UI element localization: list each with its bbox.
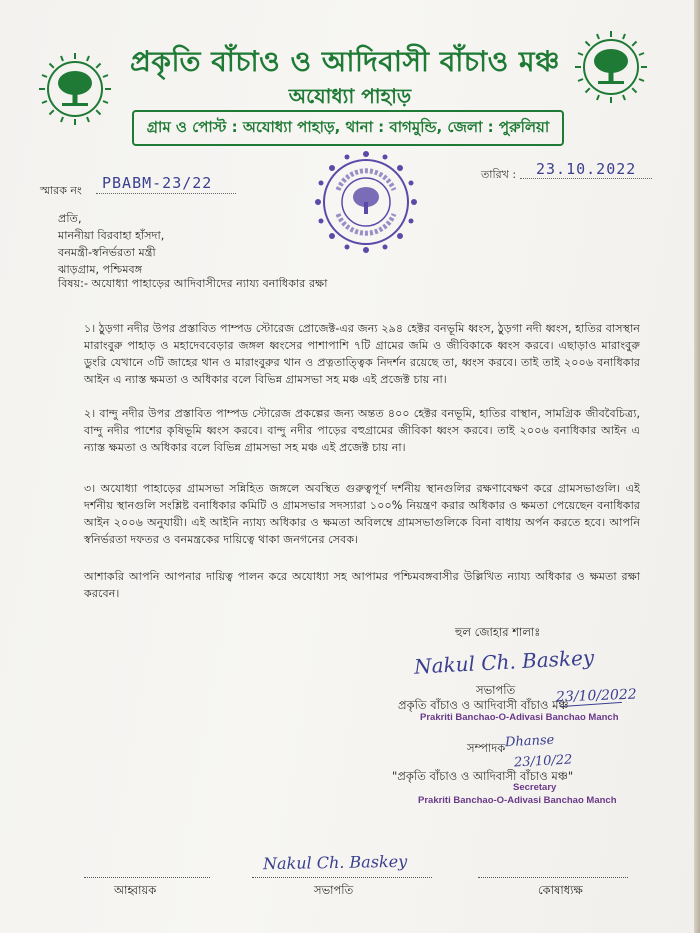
president-org-bengali: প্রকৃতি বাঁচাও ও আদিবাসী বাঁচাও মঞ্চ bbox=[398, 698, 569, 712]
footer-president-signature: Nakul Ch. Baskey bbox=[262, 851, 408, 874]
tree-logo-icon bbox=[38, 52, 112, 126]
secretary-org-english: Prakriti Banchao-O-Adivasi Banchao Manch bbox=[418, 795, 617, 806]
greeting: হুল জোহার শালাঃ bbox=[455, 625, 541, 639]
date-value: 23.10.2022 bbox=[536, 160, 637, 178]
president-org-english: Prakriti Banchao-O-Adivasi Banchao Manch bbox=[420, 712, 619, 723]
subject-line: বিষয়:- অযোধ্যা পাহাড়ের আদিবাসীদের ন্যায্য বনাধিকার রক্ষা bbox=[58, 277, 328, 290]
paragraph-2: ২। বান্দু নদীর উপর প্রস্তাবিত পাম্পড স্টোরেজ প্রকল্পের জন্য অন্তত ৪০০ হেক্টর বনভূমি, হাতির বাস্থান, সামগ্রিক জীববৈচিত্র্য, বান্দু নদীর পাশের কৃষিভূমি ধ্বংস করবে। বান্দু নদীর পাড়ের বহুগ্রামের জীবিকা ধ্বংস করবে। তাই ২০০৬ বনাধিকার আইন এ ন্যাস্ত ক্ষমতা ও অধিকার বলে বিভিন্ন গ্রামসভা সহ মঞ্চ এই প্রজেক্ট চায় না। bbox=[84, 407, 640, 454]
secretary-signature: Dhanse bbox=[504, 732, 555, 751]
treasurer-sign-line bbox=[478, 877, 628, 878]
closing-paragraph: আশাকরি আপনি আপনার দায়িত্ব পালন করে অযোধ্যা সহ আপামর পশ্চিমবঙ্গবাসীর উল্লিখিত ন্যায্য অধিকার ও ক্ষমতা রক্ষা করবেন। bbox=[84, 570, 640, 600]
secretary-role-english: Secretary bbox=[513, 782, 557, 793]
letterhead-subtitle: অযোধ্যা পাহাড় bbox=[288, 84, 412, 108]
secretary-sign-date: 23/10/22 bbox=[513, 752, 573, 771]
ref-number: PBABM-23/22 bbox=[102, 174, 213, 192]
president-signature: Nakul Ch. Baskey bbox=[413, 645, 595, 679]
date-label: তারিখ : bbox=[481, 168, 517, 181]
addressee-name: মাননীয়া বিরবাহা হাঁসদা, bbox=[58, 229, 165, 242]
president-role: সভাপতি bbox=[476, 683, 516, 697]
addressee-place: ঝাড়গ্রাম, পশ্চিমবঙ্গ bbox=[58, 263, 143, 276]
footer-president-label: সভাপতি bbox=[314, 883, 354, 897]
paragraph-1: ১। ঠুড়গা নদীর উপর প্রস্তাবিত পাম্পড স্টোরেজ প্রোজেক্ট-এর জন্য ২৯৪ হেক্টর বনভূমি ধ্বংস, ঠুড়গা নদী ধ্বংস, হাতির বাসস্থান মারাংবুরু পাহাড় ও মহাদেববেড়ার জঙ্গল ধ্বংসের পাশাপাশি ৭টি গ্রামের জমি ও জীবিকাকে ধ্বংস করবে। এছাড়াও মারাংবুরু ডুংরি যেখানে ৩টি জাহের থান ও মারাংবুরুর থান ও প্রত্নতাত্ত্বিক নিদর্শন রয়েছে তা, ধ্বংস করবে। তাই তাই ২০০৬ বনাধিকার আইন এ ন্যাস্ত ক্ষমতা ও অধিকার বলে বিভিন্ন গ্রামসভা সহ মঞ্চ এই প্রজেক্ট চায় না। bbox=[84, 322, 640, 386]
president-sign-line bbox=[252, 877, 432, 878]
letterhead-title: প্রকৃতি বাঁচাও ও আদিবাসী বাঁচাও মঞ্চ bbox=[129, 45, 561, 78]
ref-dotted-line bbox=[96, 193, 236, 194]
ref-label: স্মারক নং bbox=[40, 184, 82, 197]
addressee-block bbox=[58, 210, 358, 278]
addressee-line: প্রতি, bbox=[58, 212, 82, 225]
president-sign-date: 23/10/2022 bbox=[555, 686, 637, 706]
convener-label: আহ্বায়ক bbox=[114, 883, 157, 897]
secretary-role: সম্পাদক bbox=[467, 741, 506, 755]
paragraph-3: ৩। অযোধ্যা পাহাড়ের গ্রামসভা সন্নিহিত জঙ্গলে অবস্থিত গুরুত্বপূর্ণ দর্শনীয় স্থানগুলির রক্ষণাবেক্ষণ করে গ্রামসভাগুলি। এই দর্শনীয় স্থানগুলি সংশ্লিষ্ট বনাধিকার কমিটি ও গ্রামসভার সদস্যারা ১০০% নিয়ন্ত্রণ করার অধিকার ও ক্ষমতা পেয়েছেন বনাধিকার আইন ২০০৬ অনুযায়ী। এই আইনি ন্যায্য অধিকার ও ক্ষমতা অবিলম্বে গ্রামসভাগুলিকে বিনা বাধায় অর্পন করতে হবে। আপনি স্বনির্ভরতা দফতর ও বনমন্ত্রকের দায়িত্বে থাকা জনগনের সেবক। bbox=[84, 482, 640, 546]
tree-logo-icon bbox=[574, 30, 648, 104]
date-dotted-line bbox=[520, 178, 652, 179]
addressee-title: বনমন্ত্রী-স্বনির্ভরতা মন্ত্রী bbox=[58, 246, 156, 259]
secretary-org-bengali: "প্রকৃতি বাঁচাও ও আদিবাসী বাঁচাও মঞ্চ" bbox=[392, 769, 574, 783]
convener-sign-line bbox=[84, 877, 210, 878]
treasurer-label: কোষাধ্যক্ষ bbox=[538, 883, 583, 897]
letterhead-address: গ্রাম ও পোস্ট : অযোধ্যা পাহাড়, থানা : বাগমুন্ডি, জেলা : পুরুলিয়া bbox=[132, 110, 564, 146]
paper-edge bbox=[694, 0, 700, 933]
